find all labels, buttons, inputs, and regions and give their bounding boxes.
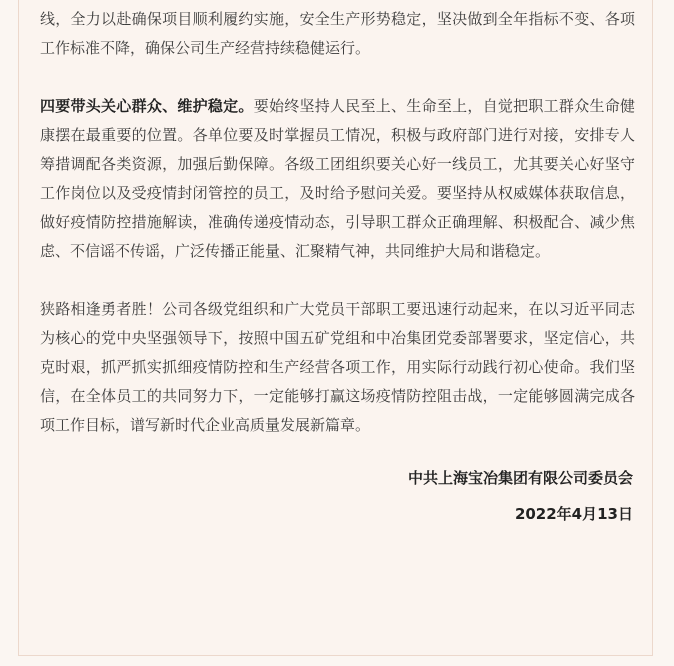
signature-org: 中共上海宝冶集团有限公司委员会 xyxy=(407,469,633,487)
signature-date: 2022年4月13日 xyxy=(514,505,633,523)
paragraph-care-for-masses xyxy=(40,92,635,266)
paragraph-closing: 狭路相逢勇者胜！公司各级党组织和广大党员干部职工要迅速行动起来，在以习近平同志为核心的党中央坚强领导下，按照中国五矿党组和中冶集团党委部署要求，坚定信心，共克时艰，抓严抓实抓细疫情防控和生产经营各项工作，用实际行动践行初心使命。我们坚信，在全体员工的共同努力下，一定能够打赢这场疫情防控阻击战，一定能够圆满完成各项工作目标，谱写新时代企业高质量发展新篇章。 xyxy=(40,300,635,434)
article-body xyxy=(40,5,635,532)
paragraph-lead: 四要带头关心群众、维护稳定。 xyxy=(40,97,254,115)
signature-block xyxy=(40,460,635,532)
paragraph-body: 要始终坚持人民至上、生命至上，自觉把职工群众生命健康摆在最重要的位置。各单位要及时掌握员工情况，积极与政府部门进行对接，安排专人筹措调配各类资源，加强后勤保障。各级工团组织要关心好一线员工，尤其要关心好坚守工作岗位以及受疫情封闭管控的员工，及时给予慰问关爱。要坚持从权威媒体获取信息，做好疫情防控措施解读，准确传递疫情动态，引导职工群众正确理解、积极配合、减少焦虑、不信谣不传谣，广泛传播正能量、汇聚精气神，共同维护大局和谐稳定。 xyxy=(40,97,635,260)
paragraph-production: 线，全力以赴确保项目顺利履约实施，安全生产形势稳定，坚决做到全年指标不变、各项工作标准不降，确保公司生产经营持续稳健运行。 xyxy=(40,10,635,57)
